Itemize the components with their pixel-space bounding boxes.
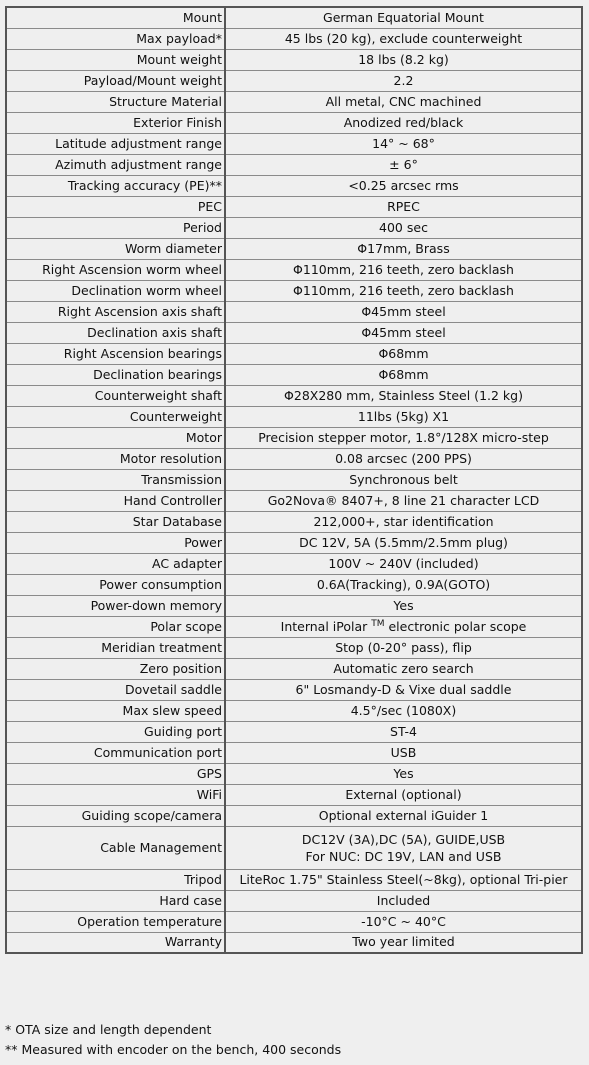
spec-value: 18 lbs (8.2 kg) xyxy=(225,49,582,70)
spec-row-comm-port xyxy=(6,742,582,763)
spec-label: Operation temperature xyxy=(6,911,225,932)
spec-row-motor xyxy=(6,427,582,448)
spec-value: 0.08 arcsec (200 PPS) xyxy=(225,448,582,469)
spec-row-power-down-memory xyxy=(6,595,582,616)
spec-label: Max slew speed xyxy=(6,700,225,721)
spec-value: DC 12V, 5A (5.5mm/2.5mm plug) xyxy=(225,532,582,553)
spec-row-operation-temp xyxy=(6,911,582,932)
spec-row-worm xyxy=(6,238,582,259)
spec-value: 45 lbs (20 kg), exclude counterweight xyxy=(225,28,582,49)
spec-row-star-database xyxy=(6,511,582,532)
footnotes xyxy=(5,1020,341,1060)
spec-value: 11lbs (5kg) X1 xyxy=(225,406,582,427)
spec-row-zero-position xyxy=(6,658,582,679)
spec-label: Right Ascension worm wheel xyxy=(6,259,225,280)
spec-value: -10°C ~ 40°C xyxy=(225,911,582,932)
spec-label: Motor xyxy=(6,427,225,448)
trademark-mark: TM xyxy=(371,618,385,629)
spec-label: Azimuth adjustment range xyxy=(6,154,225,175)
spec-label: AC adapter xyxy=(6,553,225,574)
spec-value: Φ45mm steel xyxy=(225,322,582,343)
spec-label: Power consumption xyxy=(6,574,225,595)
spec-label: Warranty xyxy=(6,932,225,953)
spec-row-tripod xyxy=(6,869,582,890)
spec-label: Right Ascension bearings xyxy=(6,343,225,364)
spec-value: RPEC xyxy=(225,196,582,217)
spec-row-hard-case xyxy=(6,890,582,911)
spec-label: Guiding port xyxy=(6,721,225,742)
spec-row-mount xyxy=(6,7,582,28)
spec-label: Polar scope xyxy=(6,616,225,637)
spec-row-power-consumption xyxy=(6,574,582,595)
spec-label: Meridian treatment xyxy=(6,637,225,658)
spec-row-gps xyxy=(6,763,582,784)
spec-label: WiFi xyxy=(6,784,225,805)
spec-value: 4.5°/sec (1080X) xyxy=(225,700,582,721)
spec-row-mount-weight xyxy=(6,49,582,70)
cable-line-2: For NUC: DC 19V, LAN and USB xyxy=(305,848,502,864)
footnote-ota: * OTA size and length dependent xyxy=(5,1022,212,1037)
spec-row-polar-scope xyxy=(6,616,582,637)
spec-value: Φ17mm, Brass xyxy=(225,238,582,259)
spec-value: Precision stepper motor, 1.8°/128X micro-step xyxy=(225,427,582,448)
spec-row-slew-speed xyxy=(6,700,582,721)
spec-label: Zero position xyxy=(6,658,225,679)
spec-value: 2.2 xyxy=(225,70,582,91)
spec-label: Worm diameter xyxy=(6,238,225,259)
spec-label: Payload/Mount weight xyxy=(6,70,225,91)
spec-label: Hard case xyxy=(6,890,225,911)
spec-value: LiteRoc 1.75" Stainless Steel(~8kg), optional Tri-pier xyxy=(225,869,582,890)
spec-row-dec-bearings xyxy=(6,364,582,385)
spec-value: Yes xyxy=(225,763,582,784)
spec-label: Cable Management xyxy=(6,826,225,869)
spec-label: Period xyxy=(6,217,225,238)
spec-row-max-payload xyxy=(6,28,582,49)
spec-value: External (optional) xyxy=(225,784,582,805)
polar-scope-text-post: electronic polar scope xyxy=(384,618,527,634)
spec-row-dec-wheel xyxy=(6,280,582,301)
spec-value: All metal, CNC machined xyxy=(225,91,582,112)
spec-value: 212,000+, star identification xyxy=(225,511,582,532)
spec-row-dec-shaft xyxy=(6,322,582,343)
spec-label: Communication port xyxy=(6,742,225,763)
spec-label: Tripod xyxy=(6,869,225,890)
polar-scope-text-pre: Internal iPolar xyxy=(280,618,372,634)
spec-value xyxy=(225,616,582,637)
spec-value: <0.25 arcsec rms xyxy=(225,175,582,196)
spec-row-ac-adapter xyxy=(6,553,582,574)
spec-label: Hand Controller xyxy=(6,490,225,511)
spec-value: Φ28X280 mm, Stainless Steel (1.2 kg) xyxy=(225,385,582,406)
spec-label: Power xyxy=(6,532,225,553)
spec-row-hand-controller xyxy=(6,490,582,511)
spec-label: PEC xyxy=(6,196,225,217)
spec-row-wifi xyxy=(6,784,582,805)
spec-label: Star Database xyxy=(6,511,225,532)
spec-value: Anodized red/black xyxy=(225,112,582,133)
spec-label: Tracking accuracy (PE)** xyxy=(6,175,225,196)
spec-label: Right Ascension axis shaft xyxy=(6,301,225,322)
spec-row-ra-wheel xyxy=(6,259,582,280)
spec-label: GPS xyxy=(6,763,225,784)
spec-label: Declination bearings xyxy=(6,364,225,385)
spec-row-dovetail xyxy=(6,679,582,700)
spec-row-meridian xyxy=(6,637,582,658)
spec-label: Declination worm wheel xyxy=(6,280,225,301)
spec-label: Max payload* xyxy=(6,28,225,49)
cable-line-1: DC12V (3A),DC (5A), GUIDE,USB xyxy=(301,831,506,847)
spec-label: Structure Material xyxy=(6,91,225,112)
spec-value: 6" Losmandy-D & Vixe dual saddle xyxy=(225,679,582,700)
spec-label: Exterior Finish xyxy=(6,112,225,133)
spec-row-motor-resolution xyxy=(6,448,582,469)
spec-row-pec xyxy=(6,196,582,217)
spec-row-finish xyxy=(6,112,582,133)
spec-row-counterweight xyxy=(6,406,582,427)
spec-label: Latitude adjustment range xyxy=(6,133,225,154)
spec-value: Stop (0-20° pass), flip xyxy=(225,637,582,658)
spec-value: Φ45mm steel xyxy=(225,301,582,322)
spec-value: 0.6A(Tracking), 0.9A(GOTO) xyxy=(225,574,582,595)
spec-value: Optional external iGuider 1 xyxy=(225,805,582,826)
spec-label: Guiding scope/camera xyxy=(6,805,225,826)
spec-value: Φ110mm, 216 teeth, zero backlash xyxy=(225,259,582,280)
spec-row-tracking xyxy=(6,175,582,196)
spec-label: Power-down memory xyxy=(6,595,225,616)
spec-value: Φ110mm, 216 teeth, zero backlash xyxy=(225,280,582,301)
spec-value: 100V ~ 240V (included) xyxy=(225,553,582,574)
spec-row-guiding-scope xyxy=(6,805,582,826)
spec-value: ± 6° xyxy=(225,154,582,175)
spec-row-ra-shaft xyxy=(6,301,582,322)
spec-row-period xyxy=(6,217,582,238)
spec-value: Go2Nova® 8407+, 8 line 21 character LCD xyxy=(225,490,582,511)
spec-label: Motor resolution xyxy=(6,448,225,469)
spec-row-cw-shaft xyxy=(6,385,582,406)
spec-value: 14° ~ 68° xyxy=(225,133,582,154)
spec-label: Declination axis shaft xyxy=(6,322,225,343)
spec-value: Φ68mm xyxy=(225,364,582,385)
spec-value: Yes xyxy=(225,595,582,616)
spec-value: Two year limited xyxy=(225,932,582,953)
spec-table xyxy=(5,6,583,954)
spec-value: 400 sec xyxy=(225,217,582,238)
footnote-encoder: ** Measured with encoder on the bench, 400 seconds xyxy=(5,1042,342,1057)
spec-row-ra-bearings xyxy=(6,343,582,364)
spec-value: ST-4 xyxy=(225,721,582,742)
spec-row-warranty xyxy=(6,932,582,953)
spec-value: Φ68mm xyxy=(225,343,582,364)
spec-row-cable-management xyxy=(6,826,582,869)
spec-value: USB xyxy=(225,742,582,763)
spec-label: Counterweight xyxy=(6,406,225,427)
spec-value: Synchronous belt xyxy=(225,469,582,490)
spec-value xyxy=(225,826,582,869)
spec-label: Transmission xyxy=(6,469,225,490)
spec-row-guiding-port xyxy=(6,721,582,742)
spec-label: Counterweight shaft xyxy=(6,385,225,406)
spec-value: German Equatorial Mount xyxy=(225,7,582,28)
spec-value: Automatic zero search xyxy=(225,658,582,679)
spec-row-payload-ratio xyxy=(6,70,582,91)
spec-row-transmission xyxy=(6,469,582,490)
spec-row-structure xyxy=(6,91,582,112)
spec-value: Included xyxy=(225,890,582,911)
spec-label: Dovetail saddle xyxy=(6,679,225,700)
spec-label: Mount xyxy=(6,7,225,28)
spec-row-latitude xyxy=(6,133,582,154)
spec-row-power xyxy=(6,532,582,553)
spec-label: Mount weight xyxy=(6,49,225,70)
spec-row-azimuth xyxy=(6,154,582,175)
